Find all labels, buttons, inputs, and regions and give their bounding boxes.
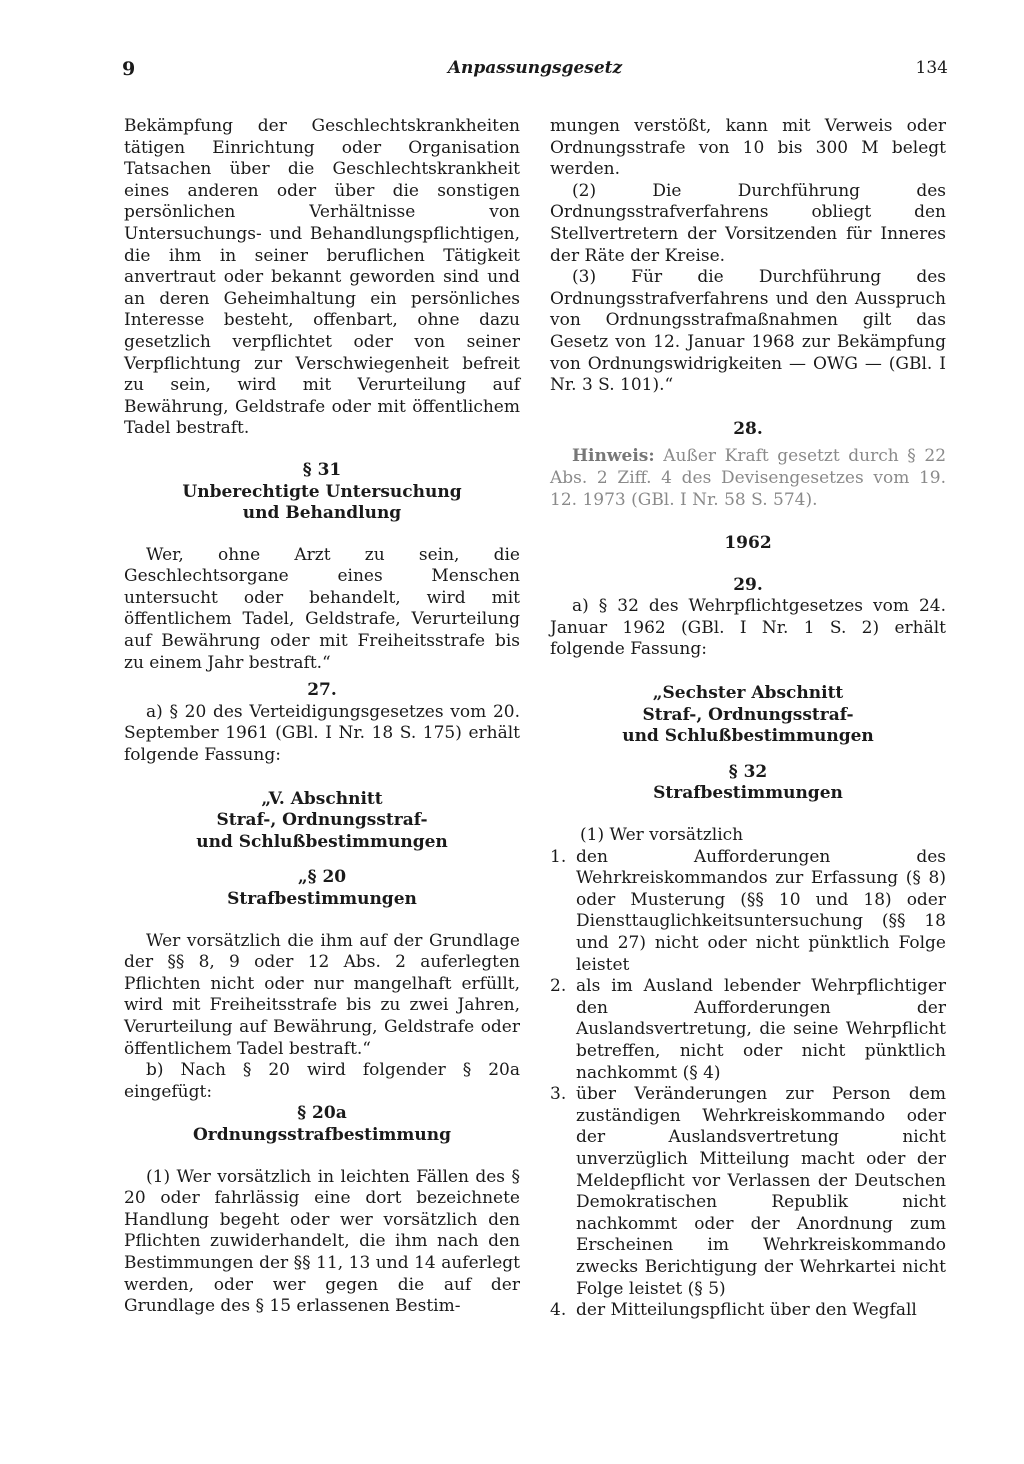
section-20a-para3: (3) Für die Durchführung des Ordnungsstrafverfahrens und den Ausspruch von Ordnungsstrafmaßnahmen gilt das Gesetz von 12. Januar 1968 zur Bekämpfung von Ordnungswidrigkeiten — OWG — (GBl. I Nr. 3 S. 101).“ [550,267,946,396]
note-text: Außer Kraft gesetzt durch § 22 Abs. 2 Ziff. 4 des Devisengesetzes vom 19. 12. 1973 (GBl. I Nr. 58 S. 574). [550,446,947,510]
section-31-title-line1: Unberechtigte Untersuchung [182,481,462,502]
list-item-number: 3. [550,1084,567,1105]
note-label: Hinweis: [572,446,655,467]
list-item [550,1084,946,1300]
continuation-text: mungen verstößt, kann mit Verweis oder Ordnungsstrafe von 10 bis 300 M belegt werden. [550,116,946,180]
list-item [550,1300,946,1322]
running-title: Anpassungsgesetz [447,58,623,78]
item-29-number: 29. [733,574,763,595]
list-item-text: über Veränderungen zur Person dem zuständigen Wehrkreiskommando oder der Auslandsvertretung nicht unverzüglich Mitteilung macht oder der Meldepflicht vor Verlassen der Deutschen Demokratischen Republik nicht nachkommt oder der Anordnung zum Erscheinen im Wehrkreiskommando zwecks Berichtigung der Wehrkartei nicht Folge leistet (§ 5) [576,1084,946,1299]
section-31-number: § 31 [302,459,342,480]
list-item [550,976,946,1084]
item-27-a: a) § 20 des Verteidigungsgesetzes vom 20. September 1961 (GBl. I Nr. 18 S. 175) erhält folgende Fassung: [124,701,520,766]
year-heading: 1962 [724,533,772,554]
list-item-text: der Mitteilungspflicht über den Wegfall [576,1300,917,1321]
item-28-note [550,446,946,511]
section-20-number: „§ 20 [297,867,347,888]
section-32-number: § 32 [728,761,768,782]
section-31-title-line2: und Behandlung [242,503,402,524]
section-20a-para2: (2) Die Durchführung des Ordnungsstrafverfahrens obliegt den Stellvertretern der Vorsitzenden für Inneres der Räte der Kreise. [550,180,946,266]
left-column [124,116,520,1318]
section-20-title: Strafbestimmungen [227,889,417,909]
list-item [550,847,946,977]
item-29-a: a) § 32 des Wehrpflichtgesetzes vom 24. Januar 1962 (GBl. I Nr. 1 S. 2) erhält folgende Fassung: [550,596,946,660]
section-32-title: Strafbestimmungen [653,783,843,804]
sechster-abschnitt-line3: und Schlußbestimmungen [622,726,874,747]
section-32-intro: (1) Wer vorsätzlich [580,825,744,846]
item-28-number: 28. [733,418,763,439]
section-20a-title: Ordnungsstrafbestimmung [192,1124,452,1145]
section-20a-number: § 20a [297,1103,347,1124]
list-item-text: den Aufforderungen des Wehrkreiskommandos zur Erfassung (§ 8) oder Musterung (§§ 10 und 18) oder Diensttauglichkeitsuntersuchung (§§ 18 und 27) nicht oder nicht pünktlich Folge leistet [576,846,946,975]
list-item-number: 4. [550,1300,567,1321]
section-31-text: Wer, ohne Arzt zu sein, die Geschlechtsorgane eines Menschen untersucht oder behandelt, wird mit öffentlichem Tadel, Geldstrafe, Verurteilung auf Bewährung oder mit Freiheitsstrafe bis zu einem Jahr bestraft.“ [124,544,520,673]
v-abschnitt-heading-line2: Straf-, Ordnungsstraf- [216,810,428,831]
section-20-text: Wer vorsätzlich die ihm auf der Grundlage der §§ 8, 9 oder 12 Abs. 2 auferlegten Pflichten nicht oder nur mangelhaft erfüllt, wird mit Freiheitsstrafe bis zu zwei Jahren, Verurteilung auf Bewährung, Geldstrafe oder öffentlichem Tadel bestraft.“ [124,930,520,1059]
sechster-abschnitt-line2: Straf-, Ordnungsstraf- [642,704,854,725]
sechster-abschnitt-line1: „Sechster Abschnitt [652,683,844,704]
list-item-number: 2. [550,976,567,997]
page-header [122,58,948,82]
item-27-number: 27. [307,680,337,701]
item-27-b: b) Nach § 20 wird folgender § 20a eingefügt: [124,1060,520,1102]
right-column [550,116,946,1322]
intro-paragraph: Bekämpfung der Geschlechtskrankheiten tätigen Einrichtung oder Organisation Tatsachen über die Geschlechtskrankheit eines anderen oder über die sonstigen persönlichen Verhältnisse von Untersuchungs- und Behandlungspflichtigen, die ihm in seiner beruflichen Tätigkeit anvertraut oder bekannt geworden sind und an deren Geheimhaltung ein persönliches Interesse besteht, offenbart, ohne dazu gesetzlich verpflichtet oder von seiner Verpflichtung zur Verschwiegenheit befreit zu sein, wird mit Verurteilung auf Bewährung, Geldstrafe oder mit öffentlichem Tadel bestraft. [124,116,520,439]
v-abschnitt-heading-line3: und Schlußbestimmungen [196,831,448,852]
chapter-number: 9 [122,58,136,80]
section-20a-para1: (1) Wer vorsätzlich in leichten Fällen des § 20 oder fahrlässig eine dort bezeichnete Handlung begeht oder wer vorsätzlich den Pflichten zuwiderhandelt, die ihm nach den Bestimmungen der §§ 11, 13 und 14 auferlegt werden, oder wer gegen die auf der Grundlage des § 15 erlassenen Bestim- [124,1166,520,1317]
list-item-text: als im Ausland lebender Wehrpflichtiger den Aufforderungen der Auslandsvertretung, die seine Wehrpflicht betreffen, nicht oder nicht pünktlich nachkommt (§ 4) [576,976,946,1083]
v-abschnitt-heading-line1: „V. Abschnitt [261,788,383,809]
list-item-number: 1. [550,846,567,867]
page-number: 134 [915,58,948,78]
